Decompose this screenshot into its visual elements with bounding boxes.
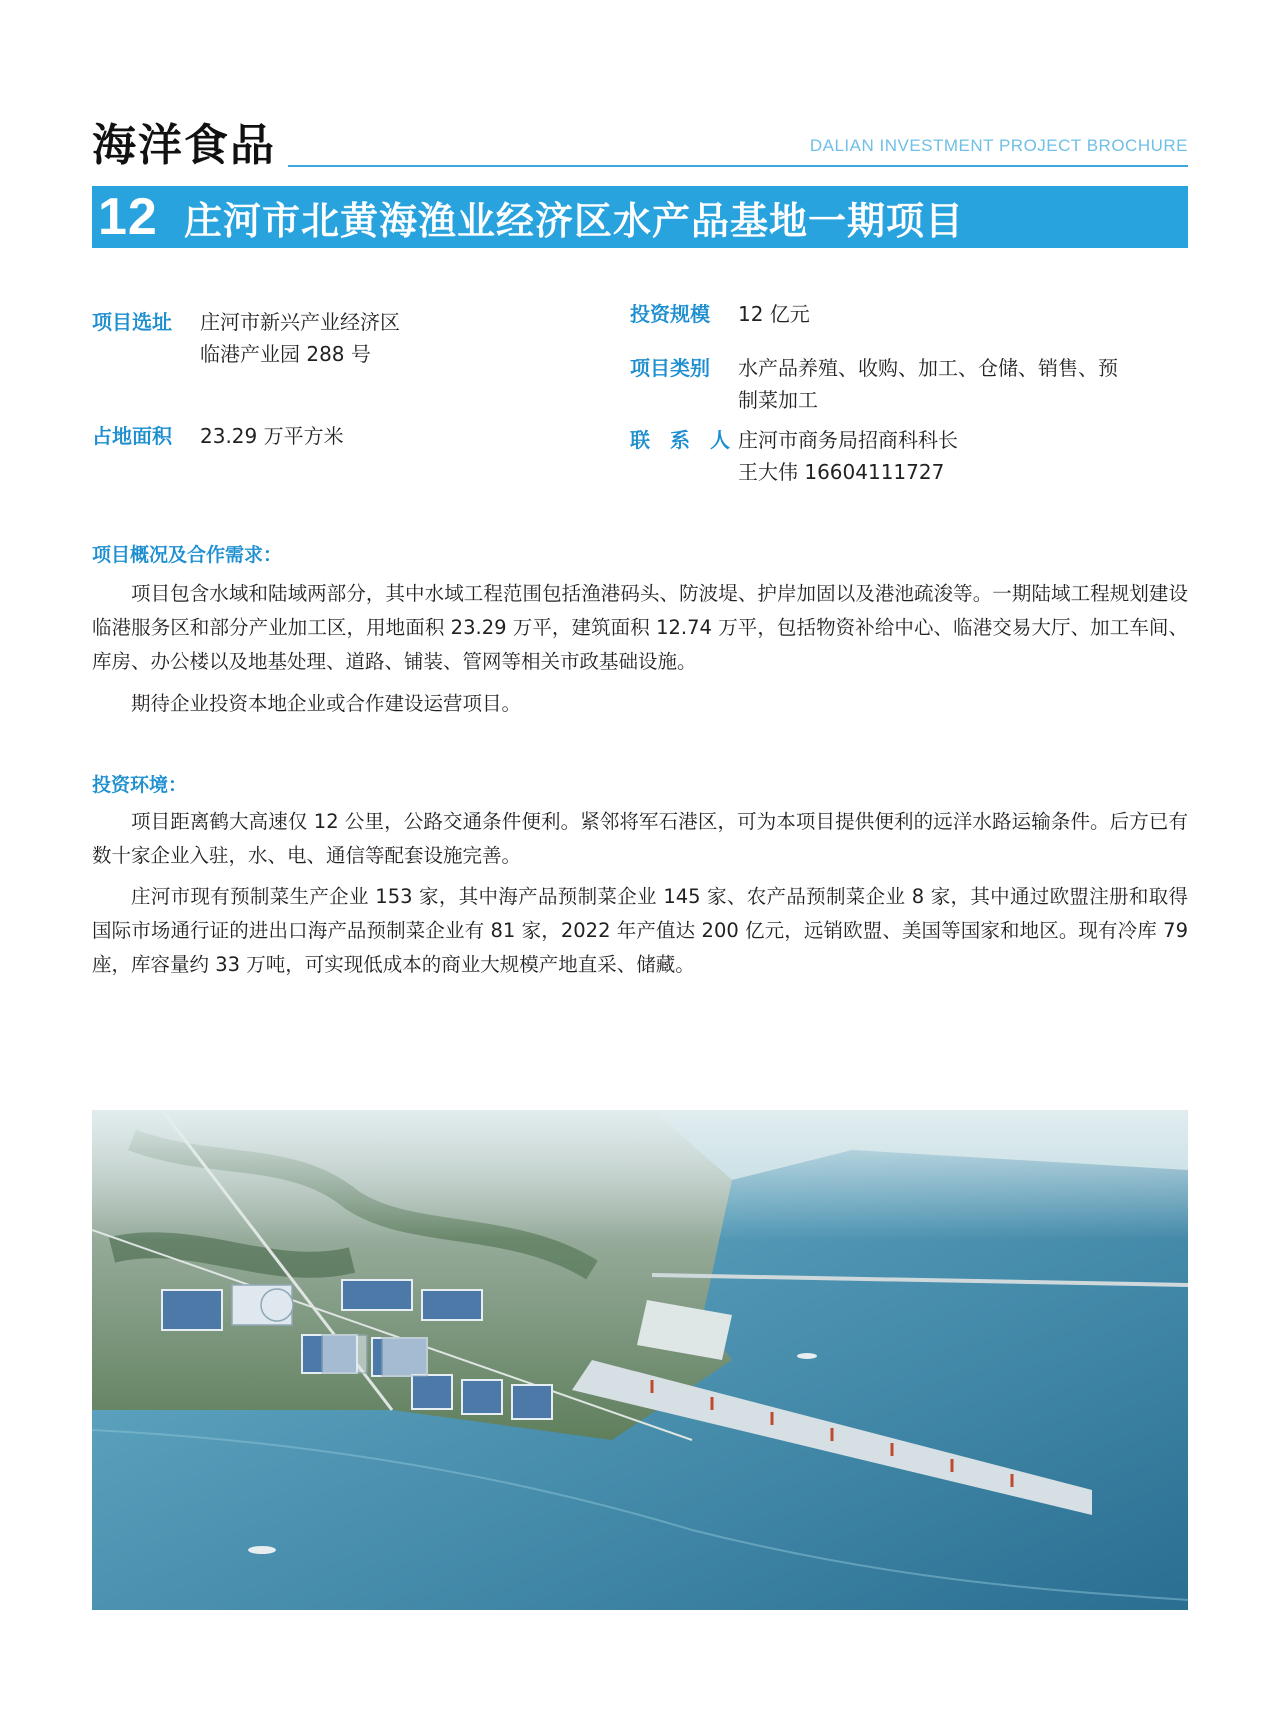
project-number: 12	[98, 188, 158, 246]
header-rule	[288, 165, 1188, 167]
info-location-value	[200, 306, 400, 370]
info-scale	[630, 298, 1190, 334]
info-scale-value: 12 亿元	[738, 302, 810, 326]
info-category-line: 制菜加工	[738, 388, 818, 412]
info-scale-label: 投资规模	[630, 302, 710, 326]
page-category: 海洋食品	[92, 120, 276, 171]
info-contact-line: 庄河市商务局招商科科长	[738, 428, 958, 452]
info-area-label: 占地面积	[92, 424, 172, 448]
info-area	[92, 420, 592, 456]
environment-heading: 投资环境：	[92, 774, 188, 796]
brochure-title: DALIAN INVESTMENT PROJECT BROCHURE	[809, 136, 1188, 155]
info-category	[630, 352, 1190, 422]
info-contact	[630, 424, 1190, 494]
environment-paragraph-1: 项目距离鹤大高速仅 12 公里，公路交通条件便利。紧邻将军石港区，可为本项目提供便利的远洋水路运输条件。后方已有数十家企业入驻，水、电、通信等配套设施完善。	[92, 810, 1188, 867]
info-category-label: 项目类别	[630, 356, 710, 380]
info-contact-label: 联 系 人	[630, 428, 730, 452]
info-location-label: 项目选址	[92, 310, 172, 334]
overview-paragraph-1: 项目包含水域和陆域两部分，其中水域工程范围包括渔港码头、防波堤、护岸加固以及港池疏浚等。一期陆域工程规划建设临港服务区和部分产业加工区，用地面积 23.29 万平，建筑面积 12.74 万平，包括物资补给中心、临港交易大厅、加工车间、库房、办公楼以及地基处理、道路、铺装、管网等相关市政基础设施。	[92, 582, 1188, 673]
aerial-rendering-svg	[92, 1110, 1188, 1610]
overview-heading: 项目概况及合作需求：	[92, 544, 283, 566]
info-contact-value	[738, 424, 958, 488]
info-location-line: 临港产业园 288 号	[200, 342, 371, 366]
info-category-line: 水产品养殖、收购、加工、仓储、销售、预	[738, 356, 1118, 380]
info-category-value	[738, 352, 1118, 416]
info-contact-line: 王大伟 16604111727	[738, 460, 945, 484]
project-title: 庄河市北黄海渔业经济区水产品基地一期项目	[184, 198, 965, 243]
environment-paragraph-2: 庄河市现有预制菜生产企业 153 家，其中海产品预制菜企业 145 家、农产品预制菜企业 8 家，其中通过欧盟注册和取得国际市场通行证的进出口海产品预制菜企业有 81 家，2022 年产值达 200 亿元，远销欧盟、美国等国家和地区。现有冷库 79 座，库容量约 33 万吨，可实现低成本的商业大规模产地直采、储藏。	[92, 885, 1188, 976]
info-location-line: 庄河市新兴产业经济区	[200, 310, 400, 334]
overview-paragraph-2: 期待企业投资本地企业或合作建设运营项目。	[131, 692, 522, 715]
aerial-rendering-image	[92, 1110, 1188, 1610]
project-title-bar	[92, 186, 1188, 248]
info-area-value: 23.29 万平方米	[200, 424, 344, 448]
info-location	[92, 306, 592, 376]
